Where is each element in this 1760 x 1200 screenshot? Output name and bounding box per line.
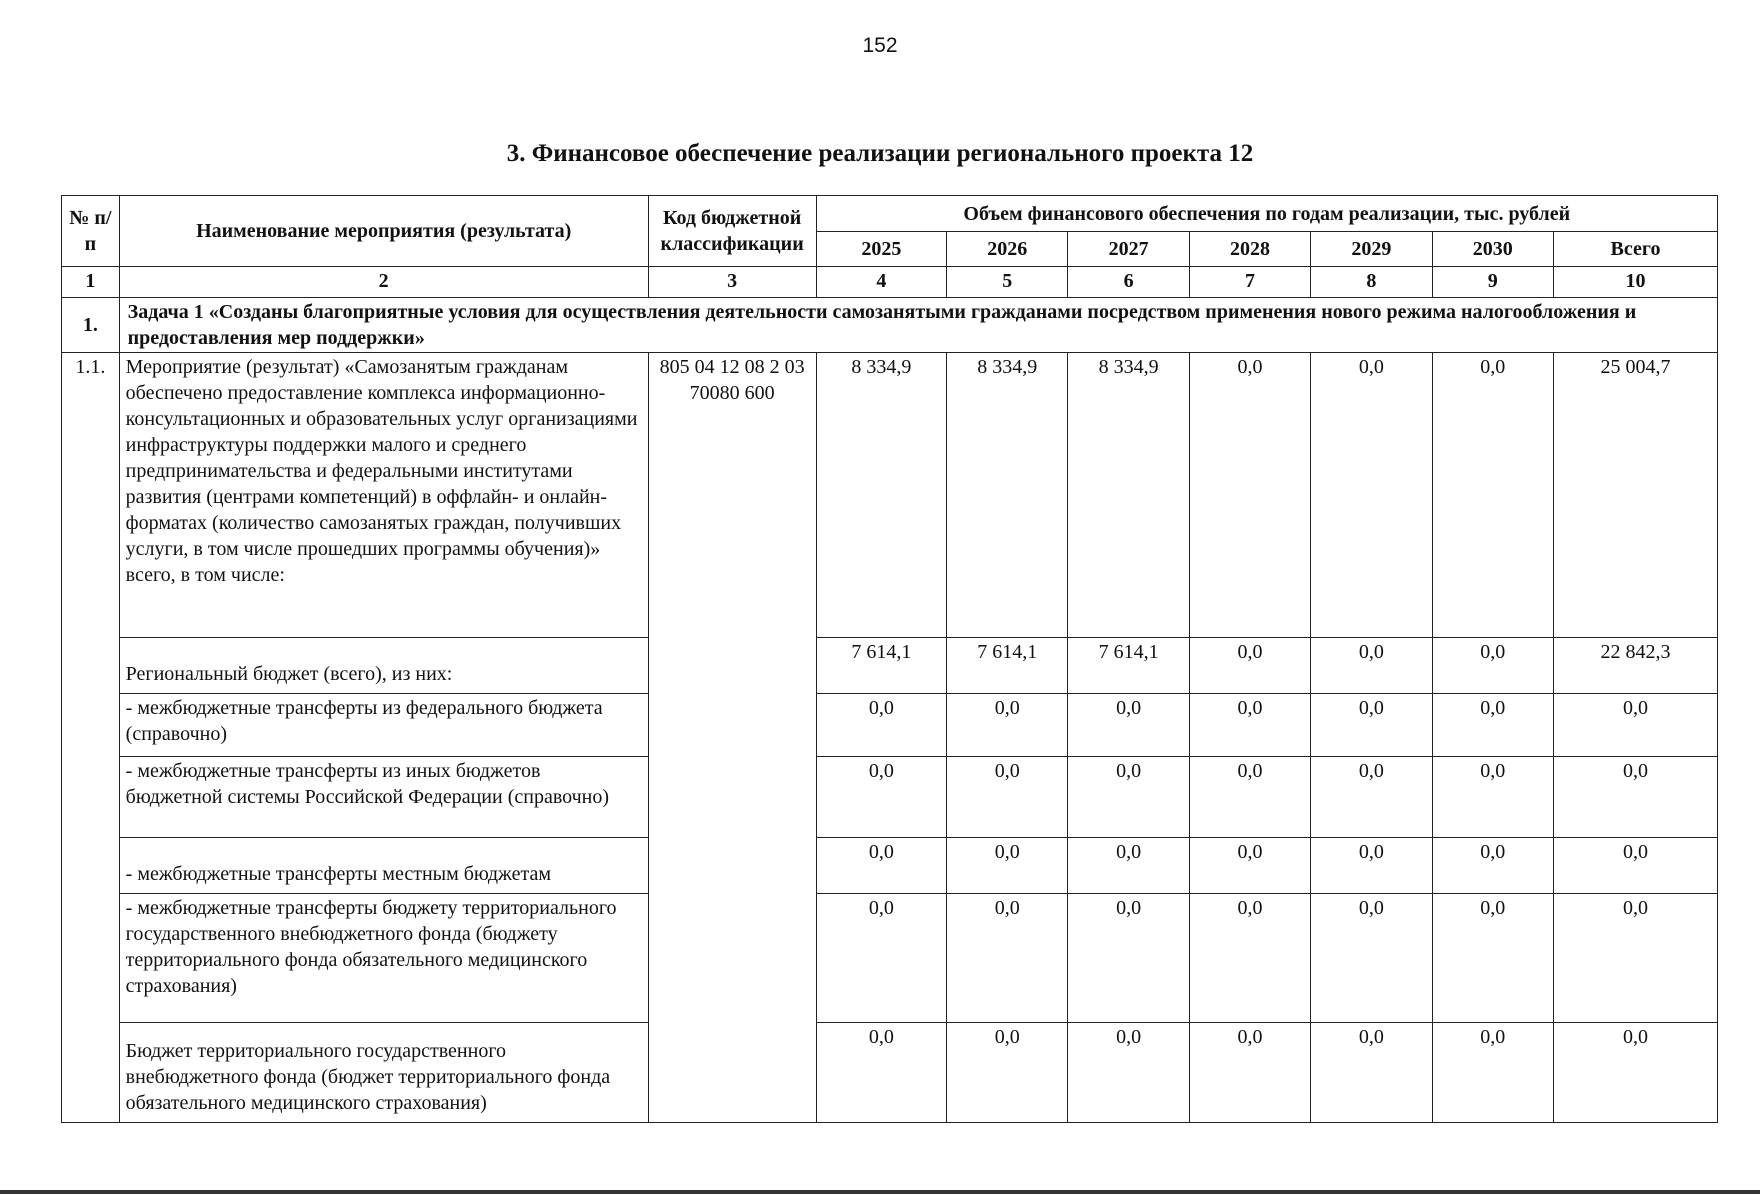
row-label: Бюджет территориального государственного внебюджетного фонда (бюджет территориального фонда обязательного медицинского страхования) [119,1023,648,1123]
header-volume: Объем финансового обеспечения по годам реализации, тыс. рублей [816,196,1717,232]
value-2026: 7 614,1 [947,638,1068,694]
value-2025: 0,0 [816,838,946,894]
value-total: 0,0 [1553,757,1717,838]
column-number: 2 [119,267,648,298]
value-2030: 0,0 [1432,757,1553,838]
table-row [62,838,1718,894]
value-2026: 0,0 [947,894,1068,1023]
measure-number: 1.1. [62,353,120,1123]
value-2029: 0,0 [1311,694,1432,757]
value-2030: 0,0 [1432,1023,1553,1123]
header-year: 2029 [1311,232,1432,267]
column-number: 8 [1311,267,1432,298]
row-label: - межбюджетные трансферты из федерального бюджета (справочно) [119,694,648,757]
value-2030: 0,0 [1432,838,1553,894]
row-label: - межбюджетные трансферты из иных бюджетов бюджетной системы Российской Федерации (справочно) [119,757,648,838]
value-2029: 0,0 [1311,353,1432,638]
value-total: 25 004,7 [1553,353,1717,638]
value-2030: 0,0 [1432,894,1553,1023]
value-2029: 0,0 [1311,894,1432,1023]
value-2025: 0,0 [816,1023,946,1123]
value-2027: 7 614,1 [1068,638,1189,694]
budget-code: 805 04 12 08 2 03 70080 600 [648,353,816,1123]
column-number-row [62,267,1718,298]
value-2027: 0,0 [1068,694,1189,757]
value-2028: 0,0 [1189,838,1310,894]
value-2028: 0,0 [1189,757,1310,838]
header-year: 2026 [947,232,1068,267]
value-2030: 0,0 [1432,638,1553,694]
page-bottom-rule [0,1190,1760,1194]
header-number: № п/п [62,196,120,267]
value-2025: 0,0 [816,894,946,1023]
value-2027: 0,0 [1068,838,1189,894]
value-2029: 0,0 [1311,638,1432,694]
financing-table [61,195,1718,1123]
header-name: Наименование мероприятия (результата) [119,196,648,267]
value-total: 22 842,3 [1553,638,1717,694]
value-2028: 0,0 [1189,1023,1310,1123]
value-2029: 0,0 [1311,757,1432,838]
row-label: Мероприятие (результат) «Самозанятым гражданам обеспечено предоставление комплекса информационно-консультационных и образовательных услуг организациями инфраструктуры поддержки малого и среднего предпринимательства и федеральными институтами развития (центрами компетенций) в оффлайн- и онлайн-форматах (количество самозанятых граждан, получивших услуги, в том числе прошедших программы обучения)» всего, в том числе: [119,353,648,638]
column-number: 7 [1189,267,1310,298]
header-total: Всего [1553,232,1717,267]
value-2029: 0,0 [1311,838,1432,894]
page-number: 152 [862,34,898,57]
table-row [62,757,1718,838]
value-2027: 0,0 [1068,1023,1189,1123]
column-number: 10 [1553,267,1717,298]
value-total: 0,0 [1553,1023,1717,1123]
table-row [62,1023,1718,1123]
value-2028: 0,0 [1189,638,1310,694]
value-2027: 0,0 [1068,757,1189,838]
header-row-top [62,196,1718,232]
value-2025: 8 334,9 [816,353,946,638]
value-2025: 0,0 [816,757,946,838]
row-label: - межбюджетные трансферты местным бюджетам [119,838,648,894]
row-label: - межбюджетные трансферты бюджету территориального государственного внебюджетного фонда (бюджету территориального фонда обязательного медицинского страхования) [119,894,648,1023]
value-total: 0,0 [1553,694,1717,757]
table-row [62,894,1718,1023]
table-row [62,638,1718,694]
value-total: 0,0 [1553,838,1717,894]
value-2030: 0,0 [1432,353,1553,638]
header-year: 2030 [1432,232,1553,267]
row-label: Региональный бюджет (всего), из них: [119,638,648,694]
header-year: 2025 [816,232,946,267]
column-number: 3 [648,267,816,298]
value-2027: 8 334,9 [1068,353,1189,638]
value-2028: 0,0 [1189,894,1310,1023]
column-number: 4 [816,267,946,298]
value-2028: 0,0 [1189,353,1310,638]
value-2026: 0,0 [947,1023,1068,1123]
value-2029: 0,0 [1311,1023,1432,1123]
header-year: 2028 [1189,232,1310,267]
column-number: 5 [947,267,1068,298]
value-2028: 0,0 [1189,694,1310,757]
task-number: 1. [62,298,120,353]
table-row [62,353,1718,638]
table-row [62,694,1718,757]
header-code: Код бюджетной классификации [648,196,816,267]
value-2026: 8 334,9 [947,353,1068,638]
header-year: 2027 [1068,232,1189,267]
page-title: 3. Финансовое обеспечение реализации регионального проекта 12 [506,140,1254,167]
value-2030: 0,0 [1432,694,1553,757]
value-2026: 0,0 [947,694,1068,757]
column-number: 1 [62,267,120,298]
value-2027: 0,0 [1068,894,1189,1023]
task-text: Задача 1 «Созданы благоприятные условия для осуществления деятельности самозанятыми гражданами посредством применения нового режима налогообложения и предоставления мер поддержки» [119,298,1717,353]
column-number: 6 [1068,267,1189,298]
value-total: 0,0 [1553,894,1717,1023]
value-2025: 0,0 [816,694,946,757]
value-2025: 7 614,1 [816,638,946,694]
value-2026: 0,0 [947,838,1068,894]
task-row [62,298,1718,353]
value-2026: 0,0 [947,757,1068,838]
column-number: 9 [1432,267,1553,298]
